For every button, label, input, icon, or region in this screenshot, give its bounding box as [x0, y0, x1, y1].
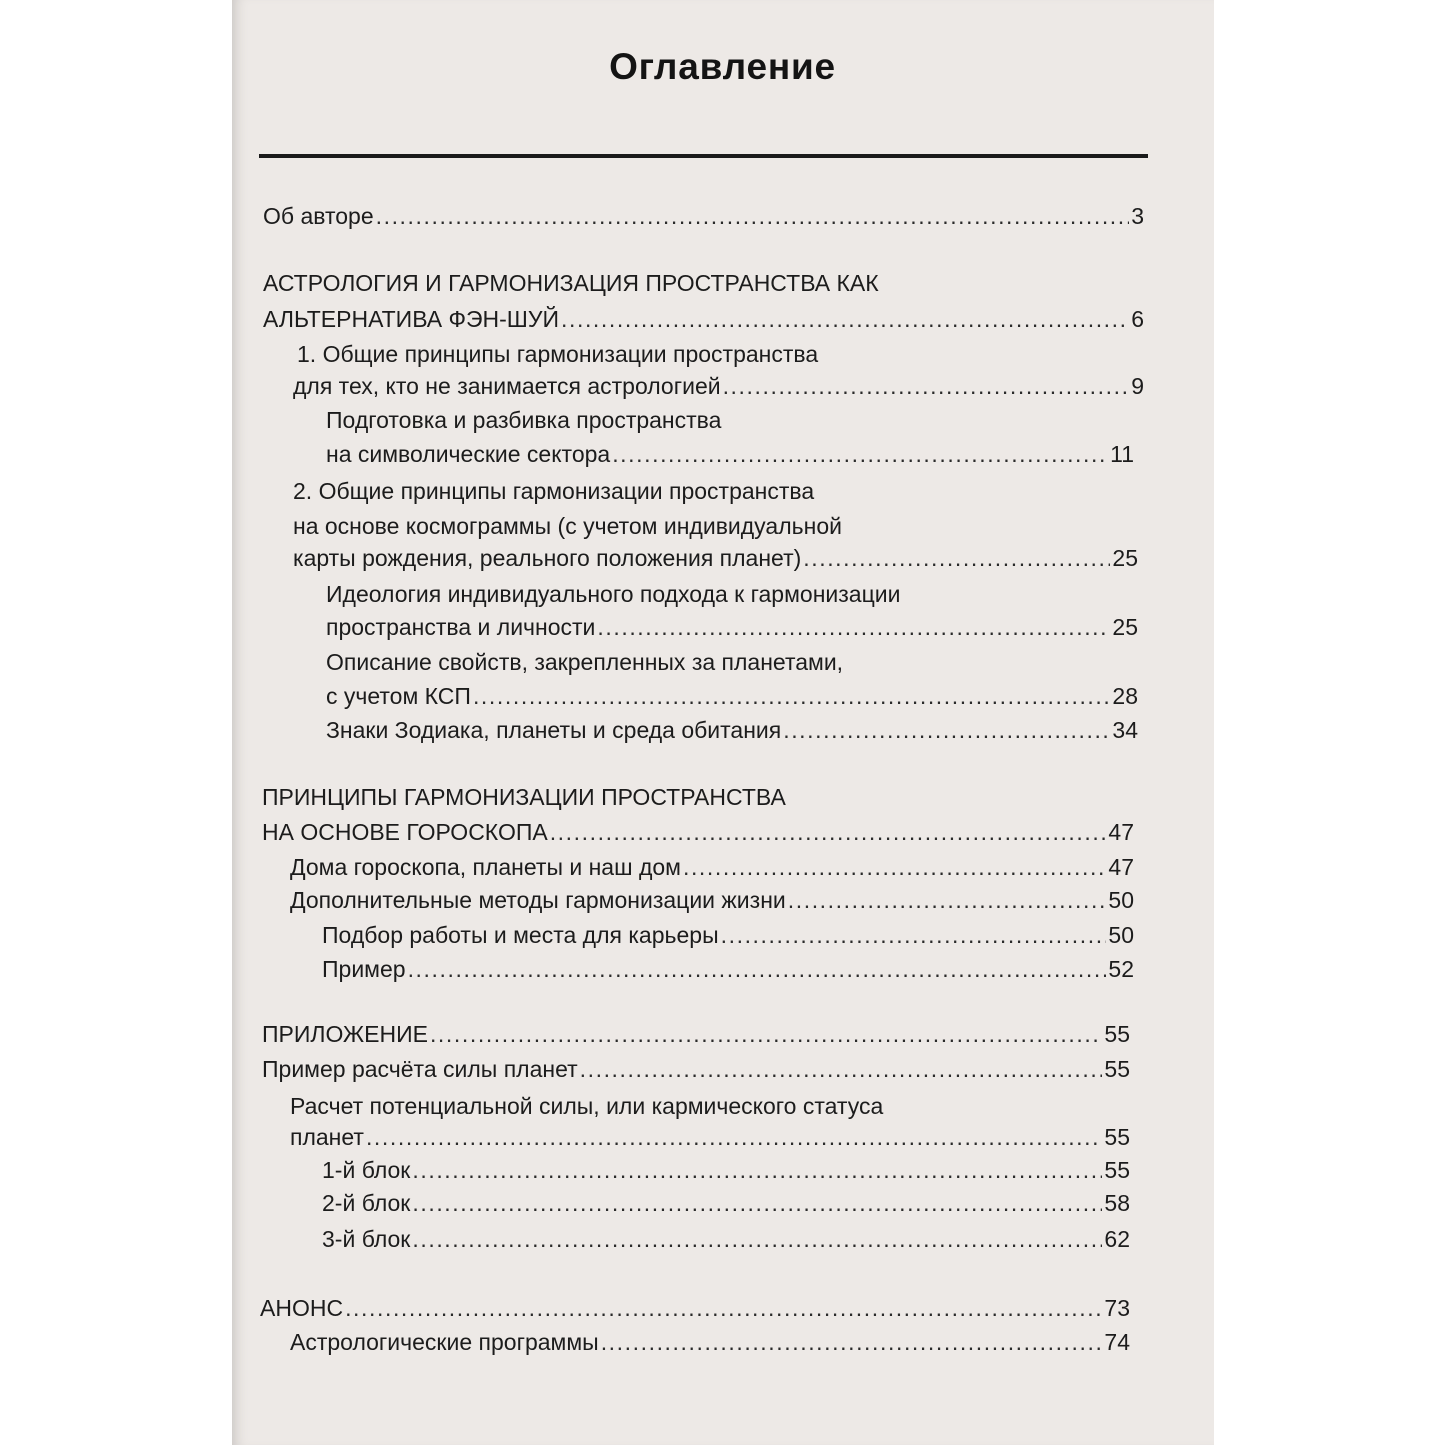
toc-entry-announcement	[260, 1294, 1130, 1322]
leader-dots	[412, 1156, 1102, 1184]
toc-entry-zodiac	[326, 716, 1138, 744]
toc-entry-about-author	[263, 202, 1144, 230]
toc-entry-page: 55	[1104, 1021, 1130, 1047]
page-title: Оглавление	[609, 46, 836, 87]
leader-dots	[783, 716, 1110, 744]
toc-entry-page: 9	[1131, 373, 1144, 399]
leader-dots	[597, 613, 1110, 641]
toc-entry-title: 1-й блок	[322, 1157, 411, 1183]
toc-entry-page: 55	[1104, 1124, 1130, 1150]
toc-entry-page: 62	[1104, 1226, 1130, 1252]
toc-entry-page: 34	[1112, 717, 1138, 743]
toc-entry-title: с учетом КСП	[326, 683, 471, 709]
toc-entry-title: Подбор работы и места для карьеры	[322, 922, 719, 948]
toc-entry-page: 58	[1104, 1190, 1130, 1216]
toc-entry-title: 2-й блок	[322, 1190, 411, 1216]
leader-dots	[473, 682, 1110, 710]
toc-entry-example	[322, 955, 1134, 983]
toc-entry-block-3	[322, 1225, 1130, 1253]
toc-entry-planet-properties	[326, 682, 1138, 710]
leader-dots	[345, 1294, 1102, 1322]
toc-entry-general-principles-2	[293, 544, 1138, 572]
toc-entry-career	[322, 921, 1134, 949]
toc-entry-general-principles-1	[293, 372, 1144, 400]
toc-entry-title: ПРИЛОЖЕНИЕ	[262, 1021, 428, 1047]
toc-entry-title: Дополнительные методы гармонизации жизни	[290, 887, 786, 913]
toc-entry-title: Дома гороскопа, планеты и наш дом	[290, 854, 681, 880]
toc-entry-calc-example	[262, 1055, 1130, 1083]
toc-entry-page: 52	[1108, 956, 1134, 982]
toc-entry-page: 74	[1104, 1329, 1130, 1355]
toc-entry-ideology	[326, 613, 1138, 641]
leader-dots	[366, 1123, 1102, 1151]
toc-entry-title: для тех, кто не занимается астрологией	[293, 373, 721, 399]
toc-entry-page: 47	[1108, 819, 1134, 845]
leader-dots	[550, 818, 1107, 846]
toc-entry-page: 25	[1112, 545, 1138, 571]
toc-entry-page: 47	[1108, 854, 1134, 880]
leader-dots	[412, 1189, 1102, 1217]
leader-dots	[723, 372, 1130, 400]
toc-entry-preparation	[326, 440, 1134, 468]
toc-entry-block-2	[322, 1189, 1130, 1217]
leader-dots	[376, 202, 1130, 230]
toc-entry-title: Об авторе	[263, 203, 374, 229]
toc-entry-title: Знаки Зодиака, планеты и среда обитания	[326, 717, 782, 743]
toc-entry-page: 55	[1104, 1157, 1130, 1183]
toc-entry-page: 73	[1104, 1295, 1130, 1321]
toc-entry-title: 3-й блок	[322, 1226, 411, 1252]
leader-dots	[561, 305, 1129, 333]
leader-dots	[408, 955, 1107, 983]
toc-entry-line: Описание свойств, закрепленных за планетами,	[326, 649, 844, 675]
toc-entry-title: пространства и личности	[326, 614, 596, 640]
toc-entry-title: АНОНС	[260, 1295, 344, 1321]
toc-entry-page: 28	[1112, 683, 1138, 709]
toc-entry-title: Пример	[322, 956, 406, 982]
toc-entry-appendix	[262, 1020, 1130, 1048]
leader-dots	[788, 886, 1107, 914]
toc-entry-page: 11	[1110, 441, 1134, 467]
toc-entry-title: Астрологические программы	[290, 1329, 599, 1355]
toc-entry-line: на основе космограммы (с учетом индивидуальной	[293, 513, 842, 539]
toc-entry-title: Пример расчёта силы планет	[262, 1056, 578, 1082]
toc-entry-line: Подготовка и разбивка пространства	[326, 407, 722, 433]
toc-entry-page: 55	[1104, 1056, 1130, 1082]
toc-entry-page: 50	[1108, 887, 1134, 913]
leader-dots	[580, 1055, 1103, 1083]
leader-dots	[683, 853, 1106, 881]
toc-entry-title: АЛЬТЕРНАТИВА ФЭН-ШУЙ	[263, 306, 560, 332]
toc-entry-line: АСТРОЛОГИЯ И ГАРМОНИЗАЦИЯ ПРОСТРАНСТВА КАК	[263, 270, 879, 296]
toc-entry-astrology	[263, 305, 1144, 333]
toc-entry-line: Расчет потенциальной силы, или кармического статуса	[290, 1093, 884, 1119]
leader-dots	[612, 440, 1108, 468]
leader-dots	[412, 1225, 1102, 1253]
toc-entry-block-1	[322, 1156, 1130, 1184]
leader-dots	[430, 1020, 1102, 1048]
toc-entry-title: карты рождения, реального положения планет)	[293, 545, 802, 571]
toc-entry-line: 2. Общие принципы гармонизации пространства	[293, 478, 815, 504]
title-divider	[259, 154, 1148, 158]
toc-entry-programs	[290, 1328, 1130, 1356]
toc-entry-line: Идеология индивидуального подхода к гармонизации	[326, 581, 901, 607]
toc-entry-page: 6	[1131, 306, 1144, 332]
toc-entry-title: на символические сектора	[326, 441, 611, 467]
leader-dots	[601, 1328, 1103, 1356]
toc-entry-title: планет	[290, 1124, 364, 1150]
toc-entry-line: ПРИНЦИПЫ ГАРМОНИЗАЦИИ ПРОСТРАНСТВА	[262, 784, 786, 810]
toc-entry-potential-force	[290, 1123, 1130, 1151]
toc-entry-title: НА ОСНОВЕ ГОРОСКОПА	[262, 819, 548, 845]
toc-entry-houses	[290, 853, 1134, 881]
leader-dots	[803, 544, 1110, 572]
toc-entry-horoscope-principles	[262, 818, 1134, 846]
toc-entry-page: 50	[1108, 922, 1134, 948]
toc-entry-additional-methods	[290, 886, 1134, 914]
leader-dots	[721, 921, 1107, 949]
toc-entry-page: 3	[1131, 203, 1144, 229]
toc-entry-page: 25	[1112, 614, 1138, 640]
toc-entry-line: 1. Общие принципы гармонизации пространства	[297, 341, 819, 367]
